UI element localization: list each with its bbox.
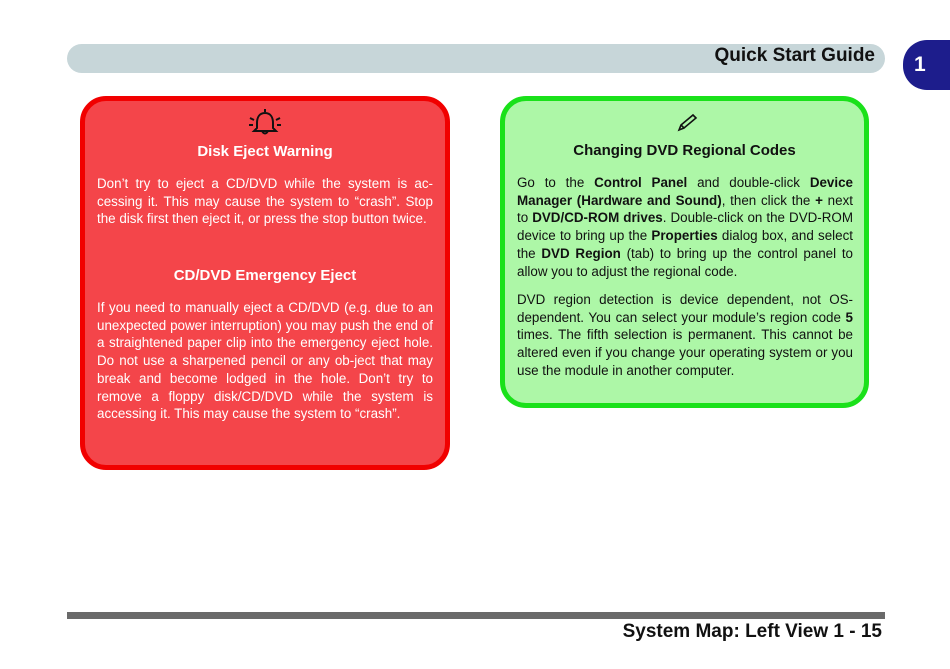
disk-eject-warning-text: Don’t try to eject a CD/DVD while the system is ac-cessing it. This may cause the system to “crash”. Stop the disk first then eject it, or press the stop button twice. — [97, 176, 433, 227]
pencil-icon — [676, 113, 698, 133]
dvd-region-instructions: Go to the Control Panel and double-click Device Manager (Hardware and Sound), then click the + next to DVD/CD-ROM drives. Double-click on the DVD-ROM device to bring up the Properties dialog box, and select the DVD Region (tab) to bring up the control panel to allow you to adjust the regional code. — [517, 175, 854, 279]
chapter-number: 1 — [914, 53, 926, 76]
dvd-region-detection-text: DVD region detection is device dependent, not OS-dependent. You can select your module’s region code 5 times. The fifth selection is permanent. This cannot be altered even if you change your operating system or you use the module in another computer. — [517, 292, 853, 378]
warning-box — [80, 96, 450, 470]
header-title: Quick Start Guide — [714, 45, 875, 66]
dvd-regional-codes-heading: Changing DVD Regional Codes — [573, 142, 796, 159]
emergency-eject-text: If you need to manually eject a CD/DVD (e.g. due to an unexpected power interruption) you may push the end of a straightened paper clip into the emergency eject hole. Do not use a sharpened pencil or any ob-ject that may break and become lodged in the hole. Don’t try to remove a floppy disk/CD/DVD while the system is accessing it. This may cause the system to “crash”. — [97, 300, 433, 422]
chapter-tab — [903, 40, 950, 90]
footer-title: System Map: Left View 1 - 15 — [622, 621, 882, 642]
bell-icon — [247, 109, 283, 137]
disk-eject-warning-heading: Disk Eject Warning — [197, 143, 333, 160]
header-bar — [67, 44, 885, 73]
footer-rule — [67, 612, 885, 619]
emergency-eject-heading: CD/DVD Emergency Eject — [173, 267, 357, 284]
note-box — [500, 96, 869, 408]
